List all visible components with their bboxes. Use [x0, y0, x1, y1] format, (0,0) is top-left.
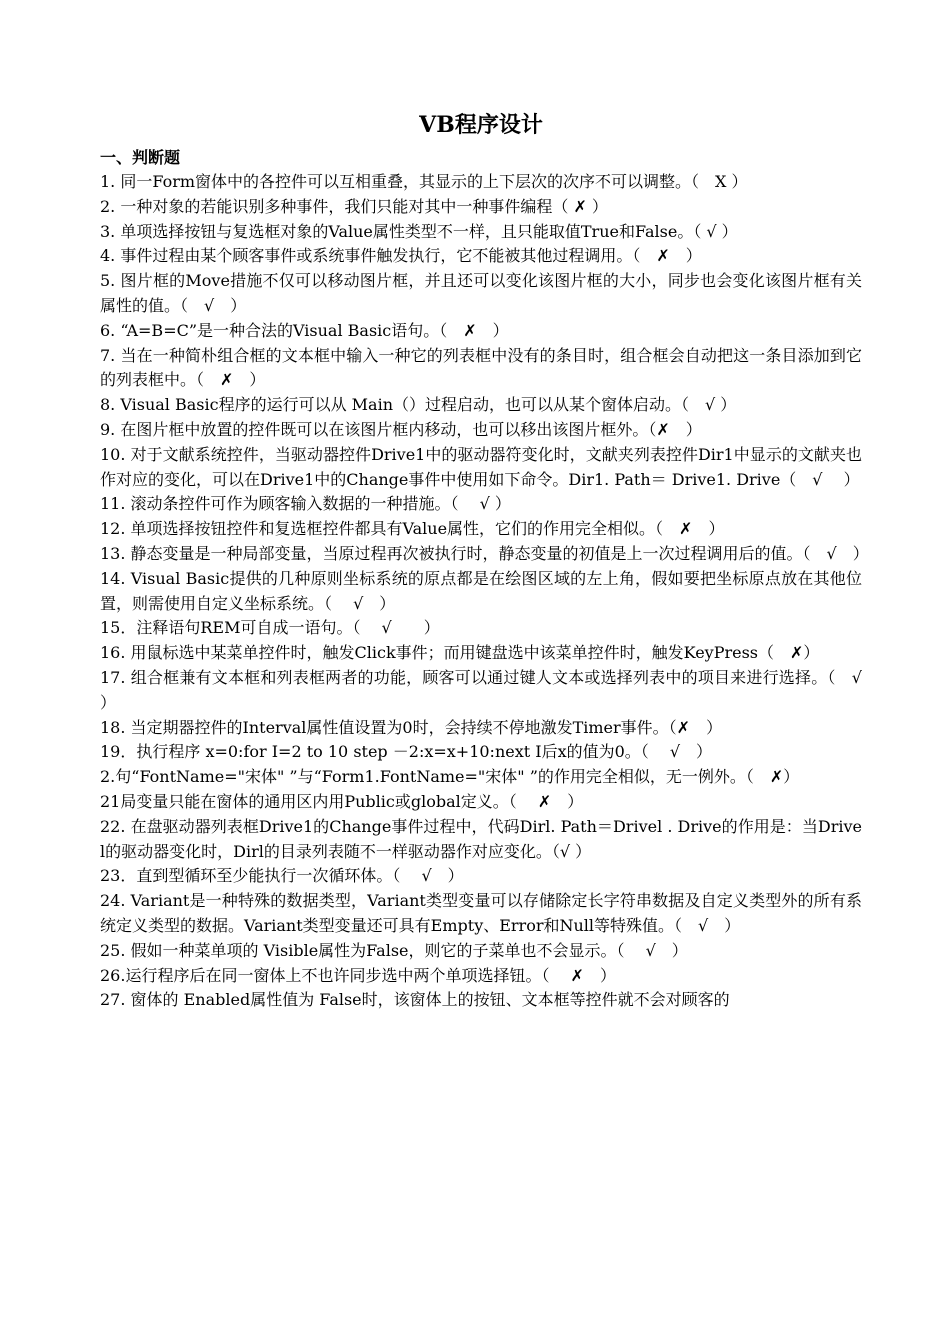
question-item: 19．执行程序 x=0:for I=2 to 10 step －2:x=x+10:next I后x的值为0。（ √ ）	[100, 742, 713, 762]
question-item: 11. 滚动条控件可作为顾客输入数据的一种措施。（ √ ）	[100, 494, 511, 514]
question-item: 2.句“FontName="宋体" ”与“Form1.FontName="宋体" ”的作用完全相似，无一例外。（ ✗）	[100, 767, 800, 787]
question-item: 21局变量只能在窗体的通用区内用Public或global定义。（ ✗ ）	[100, 791, 584, 811]
question-item: 15．注释语句REM可自成一语句。（ √ ）	[100, 618, 440, 638]
question-item: 1. 同一Form窗体中的各控件可以互相重叠，其显示的上下层次的次序不可以调整。（ X ）	[100, 172, 748, 191]
question-item: 8. Visual Basic程序的运行可以从 Main（）过程启动，也可以从某个窗体启动。（ √ ）	[100, 395, 737, 415]
question-item: 18. 当定期器控件的Interval属性值设置为0时，会持续不停地激发Timer事件。（✗ ）	[100, 717, 723, 737]
question-item: 12. 单项选择按钮控件和复选框控件都具有Value属性，它们的作用完全相似。（ ✗ ）	[100, 519, 725, 539]
question-item: 4. 事件过程由某个顾客事件或系统事件触发执行，它不能被其他过程调用。（ ✗ ）	[100, 246, 702, 266]
question-item: 25. 假如一种菜单项的 Visible属性为False，则它的子菜单也不会显示。（ √ ）	[100, 940, 688, 960]
question-item: 17. 组合框兼有文本框和列表框两者的功能，顾客可以通过键人文本或选择列表中的项目来进行选择。（ √ ）	[100, 667, 879, 712]
question-item: 14. Visual Basic提供的几种原则坐标系统的原点都是在绘图区域的左上角，假如要把坐标原点放在其他位置，则需使用自定义坐标系统。（ √ ）	[100, 568, 862, 613]
section-heading: 一、判断题	[100, 148, 181, 167]
question-item: 6. “A=B=C”是一种合法的Visual Basic语句。（ ✗ ）	[100, 320, 509, 340]
question-list	[100, 170, 879, 1013]
question-item: 16. 用鼠标选中某菜单控件时，触发Click事件；而用键盘选中该菜单控件时，触发KeyPress（ ✗）	[100, 643, 820, 663]
question-item: 9. 在图片框中放置的控件既可以在该图片框内移动，也可以移出该图片框外。（✗ ）	[100, 419, 702, 439]
question-item: 23．直到型循环至少能执行一次循环体。（ √ ）	[100, 866, 464, 886]
question-item: 26.运行程序后在同一窗体上不也许同步选中两个单项选择钮。（ ✗ ）	[100, 965, 616, 985]
question-item: 5. 图片框的Move措施不仅可以移动图片框，并且还可以变化该图片框的大小，同步也会变化该图片框有关属性的值。（ √ ）	[100, 271, 862, 315]
question-item: 24. Variant是一种特殊的数据类型，Variant类型变量可以存储除定长字符串数据及自定义类型外的所有系统定义类型的数据。Variant类型变量还可具有Empty、Error和Null等特殊值。（ √ ）	[100, 891, 862, 935]
question-item: 27. 窗体的 Enabled属性值为 False时，该窗体上的按钮、文本框等控件就不会对顾客的	[100, 990, 730, 1010]
document-title: VB程序设计	[419, 112, 543, 138]
question-item: 10. 对于文献系统控件，当驱动器控件Drive1中的驱动器符变化时，文献夹列表控件Dir1中显示的文献夹也作对应的变化，可以在Drive1中的Change事件中使用如下命令。Dir1. Path＝ Drive1. Drive（ √ ）	[100, 444, 862, 489]
question-item: 13. 静态变量是一种局部变量，当原过程再次被执行时，静态变量的初值是上一次过程调用后的值。（ √ ）	[100, 543, 869, 563]
question-item: 3. 单项选择按钮与复选框对象的Value属性类型不一样，且只能取值True和False。（ √ ）	[100, 221, 738, 241]
question-item: 22. 在盘驱动器列表框Drive1的Change事件过程中，代码Dirl. Path＝Drivel . Drive的作用是：当Drivel的驱动器变化时，Dirl的目录列表随不一样驱动器作对应变化。（√ ）	[100, 816, 862, 861]
question-item: 7. 当在一种简朴组合框的文本框中输入一种它的列表框中没有的条目时，组合框会自动把这一条目添加到它的列表框中。（ ✗ ）	[100, 345, 862, 390]
question-item: 2. 一种对象的若能识别多种事件，我们只能对其中一种事件编程（ ✗ ）	[100, 196, 608, 216]
